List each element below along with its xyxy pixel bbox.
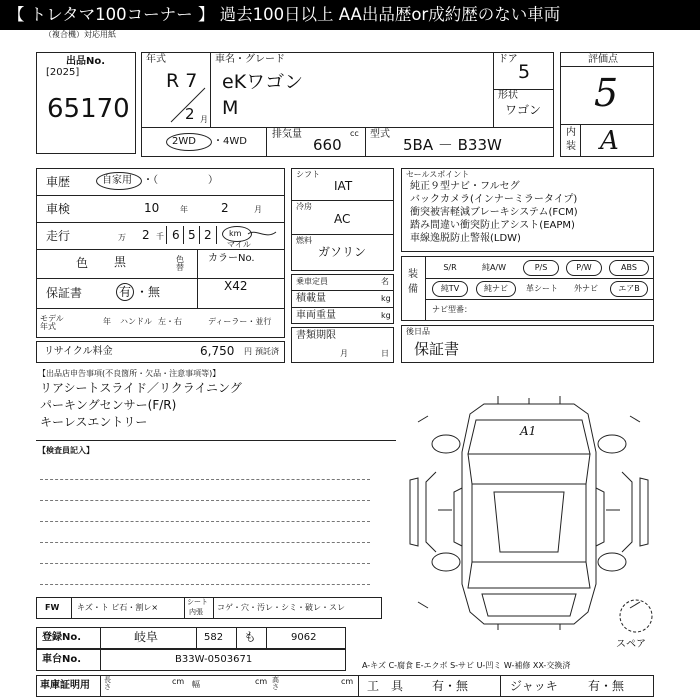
equip-navi: 純ナビ [476, 281, 516, 297]
seat-label-top: シート [187, 598, 208, 606]
exhibitor-notes-label: 【出品店申告事項(不良箇所・欠品・注意事項等)】 [38, 369, 221, 378]
year-month-unit: 月 [200, 115, 208, 124]
doors-label: ドア [498, 54, 518, 65]
height-unit: cm [341, 677, 354, 686]
registration-class: 582 [204, 632, 224, 643]
warranty-no: ・無 [136, 285, 161, 299]
equip-aw: 純A/W [481, 263, 507, 272]
chassis-value: B33W-0503671 [175, 654, 253, 665]
listing-label: 出品No. [66, 56, 106, 67]
doors-value: 5 [518, 61, 531, 83]
tools-label: 工 具 [367, 679, 404, 693]
mileage-digit-5: 2 [204, 228, 212, 242]
equip-pw: P/W [566, 260, 602, 276]
length-label: 長さ [104, 676, 111, 691]
mileage-digit-1: 2 [142, 228, 150, 242]
equip-tv: 純TV [432, 281, 468, 297]
equip-ext-navi: 外ナビ [574, 284, 598, 293]
sales-point-4: 踏み間違い衝突防止アシスト(EAPM) [410, 220, 575, 231]
capacity-unit: 名 [381, 277, 389, 286]
model-code-label: 型式 [370, 129, 390, 140]
interior-label-top: 内 [566, 127, 576, 138]
inspector-label: 【検査員記入】 [38, 446, 94, 455]
year-era: R 7 [166, 70, 198, 92]
equip-abs: ABS [609, 260, 649, 276]
color-label: 色 [76, 256, 89, 270]
mileage-label: 走行 [46, 229, 71, 243]
score-label: 評価点 [588, 54, 618, 65]
width-unit: cm [255, 677, 268, 686]
inspection-label: 車検 [46, 202, 71, 216]
equipment-label-top: 装 [408, 269, 418, 280]
mileage-unit: km [229, 229, 242, 238]
sales-point-1: 純正９型ナビ・フルセグ [410, 181, 520, 192]
model-name: eKワゴン [222, 71, 304, 93]
after-items-value: 保証書 [414, 340, 460, 358]
sales-point-3: 衝突被害軽減ブレーキシステム(FCM) [410, 207, 578, 218]
equip-sr: S/R [443, 263, 457, 272]
damage-mark: A1 [520, 424, 537, 438]
handle-label: ハンドル [120, 317, 152, 326]
navi-model-label: ナビ型番： [432, 305, 472, 314]
jack-value: 有・無 [588, 679, 625, 693]
warranty-label: 保証書 [46, 286, 83, 300]
garage-label: 車庫証明用 [40, 680, 90, 691]
shift-value: IAT [334, 179, 353, 193]
sales-points-label: セールスポイント [406, 170, 470, 179]
equip-ps: P/S [523, 260, 559, 276]
color-value: 黒 [114, 255, 127, 269]
seat-text: コゲ・穴・汚レ・シミ・破レ・スレ [217, 603, 345, 612]
inspection-month: 2 [221, 201, 229, 215]
fw-text: キズ・ト ビ石・割レ× [77, 603, 159, 612]
listing-year-tag: [2025] [46, 67, 80, 78]
drive-4wd: ・4WD [213, 136, 247, 147]
recycle-value: 6,750 [200, 344, 235, 358]
legend: A-キズ C-腐食 E-エクボ S-サビ U-凹ミ W-補修 XX-交換済 [362, 661, 571, 670]
handle-value: 左・右 [158, 317, 182, 326]
recycle-unit: 円 [244, 347, 252, 356]
recycle-note: 預託済 [255, 347, 279, 356]
spare-label: スペア [616, 639, 646, 650]
interior-value: A [600, 126, 619, 156]
exhibitor-note-1: リアシートスライド／リクライニング [40, 381, 242, 395]
fw-label: FW [45, 603, 60, 612]
tools-value: 有・無 [432, 679, 469, 693]
exhibitor-note-2: パーキングセンサー(F/R) [40, 398, 177, 412]
registration-region: 岐阜 [134, 630, 159, 644]
header-banner-text: 【 トレタマ100コーナー 】 過去100日以上 AA出品歴or成約歴のない車両 [8, 5, 561, 24]
mileage-scribble [246, 226, 278, 244]
dealer-label: ディーラー・並行 [208, 317, 272, 326]
inspection-year-unit: 年 [180, 205, 188, 214]
registration-number: 9062 [291, 632, 317, 643]
width-label: 幅 [192, 680, 200, 689]
equip-leather: 革シート [526, 284, 558, 293]
displacement-unit: cc [350, 129, 359, 138]
fuel-label: 燃料 [296, 236, 312, 245]
inspection-month-unit: 月 [254, 205, 262, 214]
model-grade: M [222, 97, 239, 119]
ac-label: 冷房 [296, 202, 312, 211]
shift-label: シフト [296, 170, 320, 179]
length-unit: cm [172, 677, 185, 686]
weight-unit: kg [381, 311, 391, 320]
height-label: 高さ [272, 676, 279, 691]
shape-label: 形状 [498, 90, 518, 101]
sub-note: （複合機）対応用紙 [44, 30, 116, 39]
mileage-unit2: マイル [227, 240, 251, 249]
deadline-day-unit: 日 [381, 349, 389, 358]
sales-point-2: バックカメラ(インナーミラータイプ) [410, 194, 578, 205]
drive-2wd: 2WD [172, 136, 196, 147]
year-label: 年式 [146, 54, 166, 65]
mileage-digit-4: 5 [188, 228, 196, 242]
equipment-label-bottom: 備 [408, 284, 418, 295]
color-no-value: X42 [224, 279, 248, 293]
warranty-yes: 有 [119, 285, 132, 299]
deadline-month-unit: 月 [340, 349, 348, 358]
score-value: 5 [594, 71, 619, 115]
chassis-label: 車台No. [42, 654, 82, 665]
listing-number: 65170 [47, 94, 130, 124]
history-label: 車歴 [46, 175, 71, 189]
exhibitor-note-3: キーレスエントリー [40, 415, 148, 429]
mileage-digit-2: 千 [156, 232, 164, 241]
model-code-value: 5BA － B33W [403, 136, 502, 154]
load-unit: kg [381, 294, 391, 303]
year-month: 2 [185, 105, 195, 123]
color-change-label: 色替 [176, 255, 184, 272]
mileage-digit-3: 6 [172, 228, 180, 242]
jack-label: ジャッキ [510, 679, 558, 693]
registration-label: 登録No. [42, 632, 82, 643]
fuel-value: ガソリン [318, 245, 367, 259]
mileage-man-unit: 万 [118, 233, 126, 242]
ac-value: AC [334, 212, 351, 226]
displacement-value: 660 [313, 136, 342, 154]
model-year-label: モデル年式 [40, 314, 64, 331]
shape-value: ワゴン [505, 103, 542, 117]
interior-label-bottom: 装 [566, 141, 576, 152]
history-option: 自家用 [102, 175, 132, 186]
model-year-unit: 年 [103, 317, 111, 326]
deadline-label: 書類期限 [296, 330, 336, 341]
registration-kana: も [244, 630, 257, 644]
after-items-label: 後日品 [406, 327, 430, 336]
recycle-label: リサイクル料金 [44, 346, 113, 357]
weight-label: 車両重量 [296, 310, 336, 321]
displacement-label: 排気量 [272, 129, 302, 140]
color-no-label: カラーNo. [208, 253, 255, 264]
model-label: 車名・グレード [215, 54, 285, 65]
load-label: 積載量 [296, 293, 326, 304]
inspection-year: 10 [144, 201, 160, 215]
history-rest: ・（ ） [143, 175, 218, 186]
equip-airbag: エアB [610, 281, 648, 297]
capacity-label: 乗車定員 [296, 277, 328, 286]
seat-label-bottom: 内張 [189, 608, 203, 616]
sales-point-5: 車線逸脱防止警報(LDW) [410, 233, 521, 244]
